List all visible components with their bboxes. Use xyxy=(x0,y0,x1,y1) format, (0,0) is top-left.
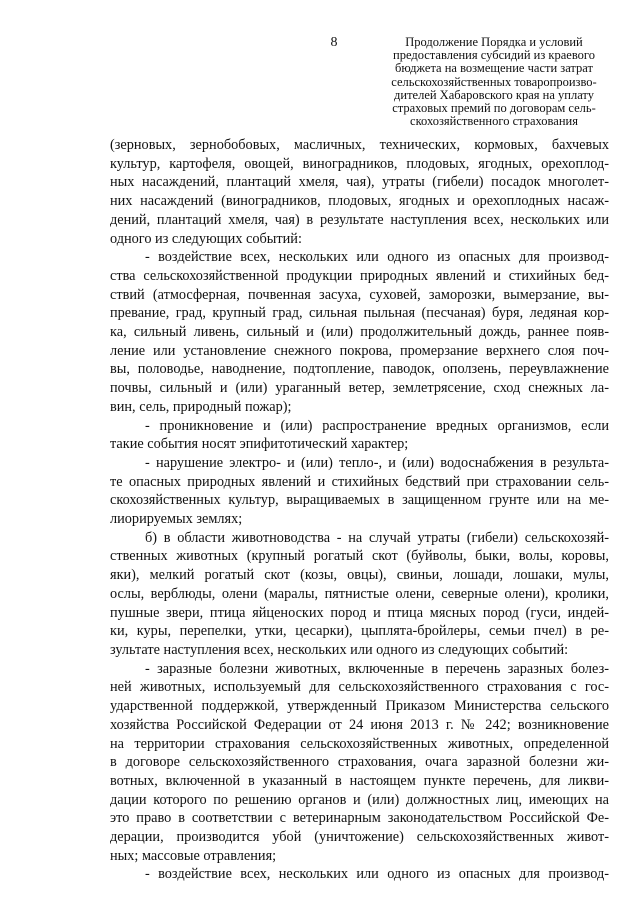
body-line: - воздействие всех, нескольких или одного из опасных для производ- xyxy=(145,866,609,883)
body-line: - проникновение и (или) распространение вредных организмов, если xyxy=(145,417,609,434)
body-line: ослы, верблюды, олени (маралы, пятнистые олени, северные олени), кролики, xyxy=(110,585,609,602)
body-line: превание, град, крупный град, сильная пыльная (песчаная) буря, ледяная кор- xyxy=(110,305,609,322)
header-line: страховых премий по договорам сель- xyxy=(392,101,596,116)
header-line: бюджета на возмещение части затрат xyxy=(395,61,593,76)
body-line: них насаждений (виноградников, плодовых, ягодных и орехоплодных насаж- xyxy=(110,193,609,210)
body-line: ственных животных (крупный рогатый скот (буйволы, быки, волы, коровы, xyxy=(110,548,609,565)
body-line: ней животных, используемый для сельскохозяйственного страхования с гос- xyxy=(110,679,609,696)
body-text xyxy=(110,136,609,884)
body-line: это право в соответствии с ветеринарным законодательством Российской Фе- xyxy=(110,810,609,827)
body-line: вотных, включенной в указанный в настоящем пункте перечень, для ликви- xyxy=(110,772,609,789)
header-line: сельскохозяйственных товаропроизво- xyxy=(391,74,597,89)
body-line: дации которого по решению органов и (или) должностных лиц, имеющих на xyxy=(110,791,609,808)
body-line: дерации, производится убой (уничтожение) сельскохозяйственных живот- xyxy=(110,829,609,846)
body-line: в договоре сельскохозяйственного страхования, очага заразной болезни жи- xyxy=(110,754,609,771)
body-line: - нарушение электро- и (или) тепло-, и (или) водоснабжения в результа- xyxy=(145,454,609,471)
header-line: предоставления субсидий из краевого xyxy=(393,48,595,63)
body-line: почвы, сильный и (или) ураганный ветер, землетрясение, сход снежных ла- xyxy=(110,380,609,397)
header-line: дителей Хабаровского края на уплату xyxy=(394,87,594,102)
body-line: (зерновых, зернобобовых, масличных, технических, кормовых, бахчевых xyxy=(110,137,609,153)
header-line: Продолжение Порядка и условий xyxy=(405,35,583,49)
body-line: дений, плантаций хмеля, чая) в результате наступления всех, нескольких или xyxy=(110,211,609,228)
body-line: культур, картофеля, овощей, виноградников, плодовых, ягодных, орехоплод- xyxy=(110,155,609,172)
body-line: ки, куры, перепелки, утки, цесарки), цыплята-бройлеры, семьи пчел) в ре- xyxy=(110,623,609,640)
body-line: ных; массовые отравления; xyxy=(110,847,277,864)
body-line: ударственной поддержкой, утвержденный Приказом Министерства сельского xyxy=(110,698,609,715)
body-line: такие события носят эпифитотический характер; xyxy=(110,436,409,453)
body-line: одного из следующих событий: xyxy=(110,230,302,247)
body-line: вы, половодье, наводнение, подтопление, паводок, оползень, переувлажнение xyxy=(110,361,609,378)
body-line: ных насаждений, плантаций хмеля, чая), утраты (гибели) посадок многолет- xyxy=(110,174,609,191)
body-line: яки), мелкий рогатый скот (козы, овцы), свиньи, лошади, лошаки, мулы, xyxy=(110,567,609,584)
document-header xyxy=(372,36,616,128)
body-line: ление или установление снежного покрова, промерзание верхнего слоя поч- xyxy=(110,342,609,359)
body-line: - заразные болезни животных, включенные в перечень заразных болез- xyxy=(145,660,609,677)
body-line: лиорируемых землях; xyxy=(110,511,243,528)
body-line: вин, сель, природный пожар); xyxy=(110,398,292,415)
body-line: зультате наступления всех, нескольких или одного из следующих событий: xyxy=(110,641,569,658)
body-line: скохозяйственных культур, выращиваемых в защищенном грунте или на ме- xyxy=(110,492,609,509)
body-line: пушные звери, птица яйценоских пород и птица мясных пород (гуси, индей- xyxy=(110,604,609,621)
body-line: б) в области животноводства - на случай утраты (гибели) сельскохозяй- xyxy=(145,529,609,546)
page-number: 8 xyxy=(330,35,338,50)
body-line: на территории страхования сельскохозяйственных животных, определенной xyxy=(110,735,609,752)
header-line: скохозяйственного страхования xyxy=(410,114,578,129)
body-line: те опасных природных явлений и стихийных бедствий при страховании сель- xyxy=(110,473,609,490)
body-line: ка, сильный ливень, сильный и (или) продолжительный дождь, раннее появ- xyxy=(110,324,609,341)
body-line: ства сельскохозяйственной продукции природных явлений и стихийных бед- xyxy=(110,267,609,284)
body-line: ствий (атмосферная, почвенная засуха, суховей, заморозки, вымерзание, вы- xyxy=(110,286,609,303)
body-line: хозяйства Российской Федерации от 24 июня 2013 г. № 242; возникновение xyxy=(110,716,609,733)
body-line: - воздействие всех, нескольких или одного из опасных для производ- xyxy=(145,249,609,266)
